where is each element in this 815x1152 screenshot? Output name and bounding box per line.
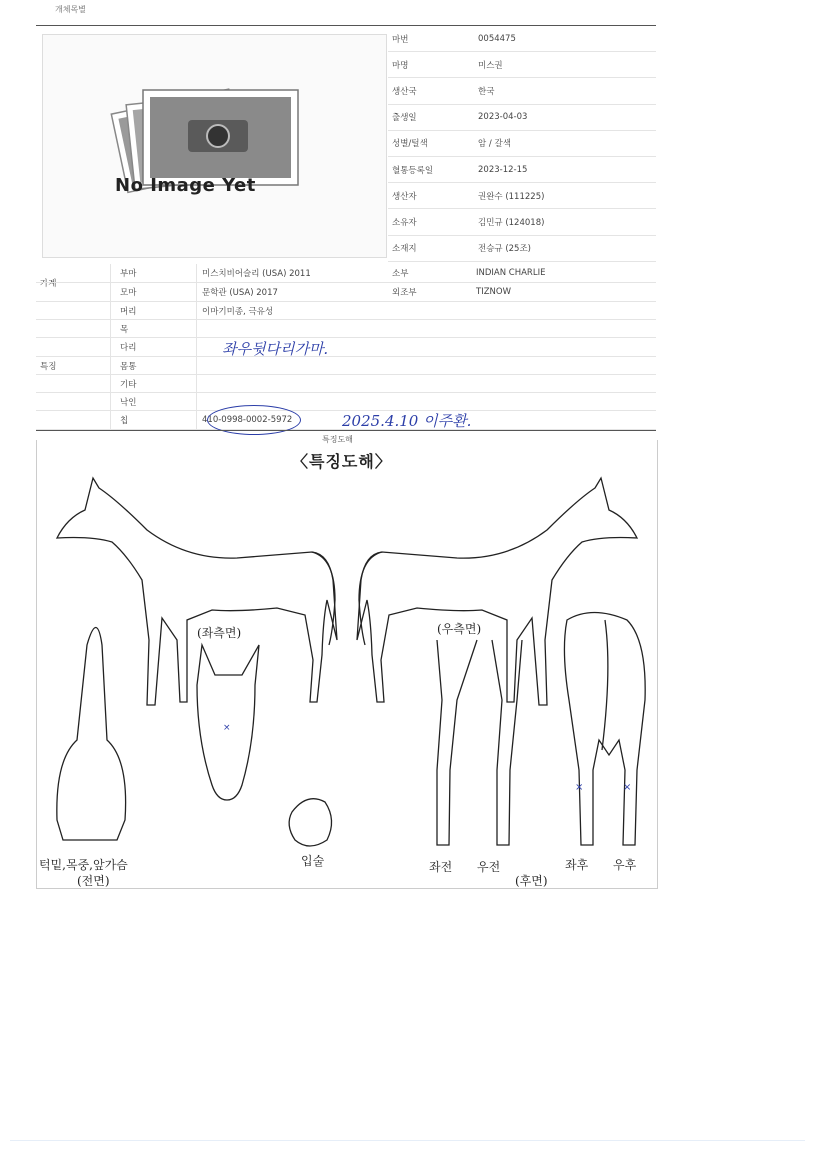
svg-text:×: × [223,723,231,733]
dam-value: 문학관 (USA) 2017 [202,288,278,298]
head-front-icon [197,645,259,800]
info-value: 미스권 [474,52,656,78]
dam-label: 모마 [120,288,137,298]
no-image-text: No Image Yet [115,175,256,196]
muzzle-label: 입술 [301,854,325,868]
horse-outline-drawings [37,440,657,888]
info-row [388,104,656,130]
info-value: 전승규 (25조) [474,235,656,261]
horse-photo-placeholder [42,34,387,258]
page-footer-line [10,1140,805,1141]
right-side-label: (우측면) [437,622,482,636]
neck-label: 목 [120,324,129,335]
no-image-icon [43,35,386,257]
body-label: 몸통 [120,361,137,372]
sire-label: 부마 [120,269,137,279]
info-label: 생산국 [388,78,474,104]
info-row [388,78,656,104]
info-label: 생산자 [388,183,474,209]
document-header: 개체목별 [55,5,86,14]
info-label: 소재지 [388,235,474,261]
left-fore-label: 좌전 [429,860,453,874]
left-hind-label: 좌후 [565,858,589,872]
info-value: 김민규 (124018) [474,209,656,235]
svg-text:×: × [623,782,632,793]
pedigree-row-dam [36,283,656,302]
info-row [388,156,656,182]
horse-markings-diagram [36,440,658,889]
svg-text:×: × [575,782,584,793]
left-side-label: (좌측면) [197,626,242,640]
pedigree-features-section [36,264,656,430]
info-label: 마명 [388,52,474,78]
info-label: 소유자 [388,209,474,235]
chip-label: 칩 [120,416,129,426]
diagram-title: 〈특징도해〉 [292,452,392,471]
feature-row-leg [36,338,656,357]
horse-info-table [388,26,656,262]
neck-front-label: 턱밑,목중,앞가슴 [39,858,128,872]
other-label: 기타 [120,379,137,390]
sire-value: 미스치비어슬리 (USA) 2011 [202,269,311,279]
pedigree-row-sire [36,264,656,283]
handwritten-leg-note: 좌우뒷다리가마. [222,340,329,358]
info-row [388,235,656,261]
front-legs-icon [437,640,522,845]
head-value: 이마기미종, 극유성 [202,306,274,317]
info-value: 암 / 갈색 [474,130,656,156]
info-row [388,52,656,78]
front-view-label: (전면) [77,874,110,888]
feature-row-body [36,357,656,375]
sire-sire-label: 소부 [392,269,409,279]
rear-view-icon [564,613,645,846]
info-row [388,130,656,156]
feature-row-head [36,302,656,320]
features-group-label: 특징 [40,361,57,372]
info-label: 혈통등록일 [388,156,474,182]
info-row [388,26,656,52]
rear-view-label: (후면) [515,874,548,888]
left-side-horse-icon [57,478,337,705]
feature-row-neck [36,320,656,338]
info-label: 마번 [388,26,474,52]
info-row [388,183,656,209]
sire-sire-value: INDIAN CHARLIE [476,268,546,278]
neck-front-icon [57,628,126,841]
info-value: 2023-04-03 [474,104,656,130]
head-label: 머리 [120,306,137,317]
dam-sire-label: 외조부 [392,288,417,298]
info-label: 성별/털색 [388,130,474,156]
leg-label: 다리 [120,343,137,353]
info-value: 한국 [474,78,656,104]
info-label: 출생일 [388,104,474,130]
chip-value: 410-0998-0002-5972 [202,415,293,425]
info-row [388,209,656,235]
right-hind-label: 우후 [613,858,637,872]
muzzle-icon [289,799,331,846]
pedigree-group-label: 가계 [40,278,57,289]
diagram-small-title: 특징도해 [322,435,353,444]
feature-row-other [36,375,656,393]
info-value: 2023-12-15 [474,156,656,182]
section-divider [36,430,656,431]
info-value: 권완수 (111225) [474,183,656,209]
handwritten-date-note: 2025.4.10 이주환. [342,412,472,430]
info-value: 0054475 [474,26,656,52]
brand-label: 낙인 [120,397,137,408]
feature-row-brand [36,393,656,411]
right-fore-label: 우전 [477,860,501,874]
dam-sire-value: TIZNOW [476,287,511,297]
